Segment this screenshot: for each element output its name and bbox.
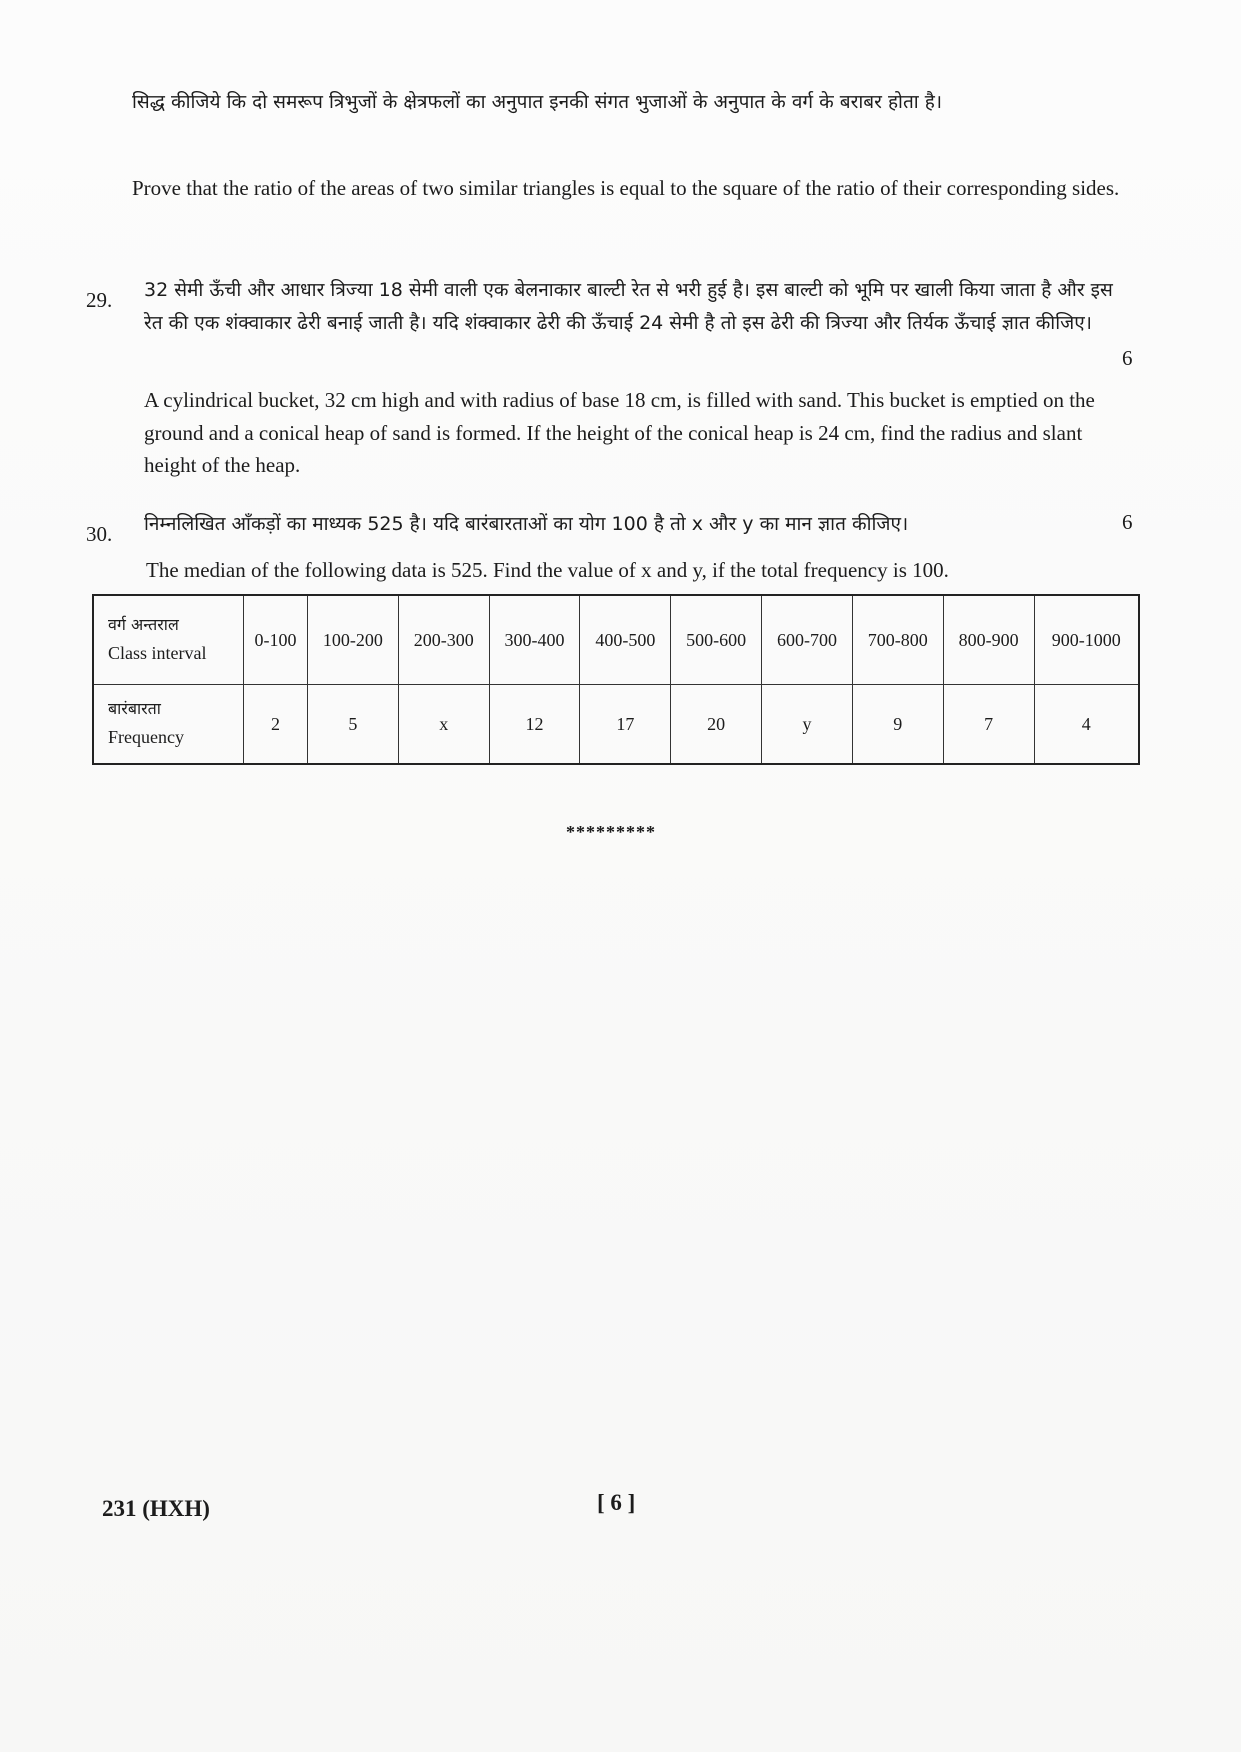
frequency-header: [93, 685, 244, 765]
frequency-cell: 12: [489, 685, 580, 765]
frequency-cell: 17: [580, 685, 671, 765]
frequency-row: [93, 685, 1139, 765]
frequency-hindi-label: बारंबारता: [108, 699, 161, 719]
q28-hindi-text: सिद्ध कीजिये कि दो समरूप त्रिभुजों के क्षेत्रफलों का अनुपात इनकी संगत भुजाओं के अनुपात के वर्ग के बराबर होता है।: [132, 91, 943, 113]
interval-cell: 500-600: [671, 595, 762, 685]
frequency-cell: 7: [943, 685, 1034, 765]
class-interval-english-label: Class interval: [108, 643, 207, 664]
interval-cell: 200-300: [398, 595, 489, 685]
frequency-cell: 4: [1034, 685, 1139, 765]
frequency-cell: 20: [671, 685, 762, 765]
interval-cell: 800-900: [943, 595, 1034, 685]
class-interval-hindi-label: वर्ग अन्तराल: [108, 615, 179, 635]
interval-cell: 600-700: [762, 595, 853, 685]
frequency-cell: x: [398, 685, 489, 765]
interval-cell: 100-200: [308, 595, 399, 685]
q30-marks: 6: [1122, 510, 1133, 534]
page-number: [ 6 ]: [597, 1490, 636, 1515]
paper-code: 231 (HXH): [102, 1496, 210, 1521]
frequency-cell: 9: [852, 685, 943, 765]
end-of-paper-marker: *********: [566, 822, 656, 842]
q29-number: 29.: [86, 288, 113, 312]
frequency-table: [92, 594, 1140, 765]
class-interval-header: [93, 595, 244, 685]
interval-cell: 300-400: [489, 595, 580, 685]
q28-english-text: Prove that the ratio of the areas of two similar triangles is equal to the square of the ratio of their corresponding sides.: [132, 176, 1120, 200]
q29-marks: 6: [1122, 346, 1133, 370]
interval-cell: 700-800: [852, 595, 943, 685]
interval-cell: 0-100: [244, 595, 308, 685]
frequency-english-label: Frequency: [108, 727, 184, 748]
interval-cell: 900-1000: [1034, 595, 1139, 685]
interval-cell: 400-500: [580, 595, 671, 685]
q30-number: 30.: [86, 522, 113, 546]
q30-hindi-text: निम्नलिखित आँकड़ों का माध्यक 525 है। यदि बारंबारताओं का योग 100 है तो x और y का मान ज्ञात कीजिए।: [144, 513, 909, 535]
class-interval-row: [93, 595, 1139, 685]
frequency-cell: 5: [308, 685, 399, 765]
frequency-cell: 2: [244, 685, 308, 765]
q29-english-text: A cylindrical bucket, 32 cm high and with radius of base 18 cm, is filled with sand. This bucket is emptied on the ground and a conical heap of sand is formed. If the height of the conical heap is 24 cm, find the radius and slant height of the heap.: [144, 388, 1095, 478]
frequency-cell: y: [762, 685, 853, 765]
q30-english-text: The median of the following data is 525. Find the value of x and y, if the total frequency is 100.: [146, 558, 949, 582]
q29-hindi-text: 32 सेमी ऊँची और आधार त्रिज्या 18 सेमी वाली एक बेलनाकार बाल्टी रेत से भरी हुई है। इस बाल्टी को भूमि पर खाली किया जाता है और इस रेत की एक शंक्वाकार ढेरी बनाई जाती है। यदि शंक्वाकार ढेरी की ऊँचाई 24 सेमी है तो इस ढेरी की त्रिज्या और तिर्यक ऊँचाई ज्ञात कीजिए।: [144, 279, 1113, 335]
